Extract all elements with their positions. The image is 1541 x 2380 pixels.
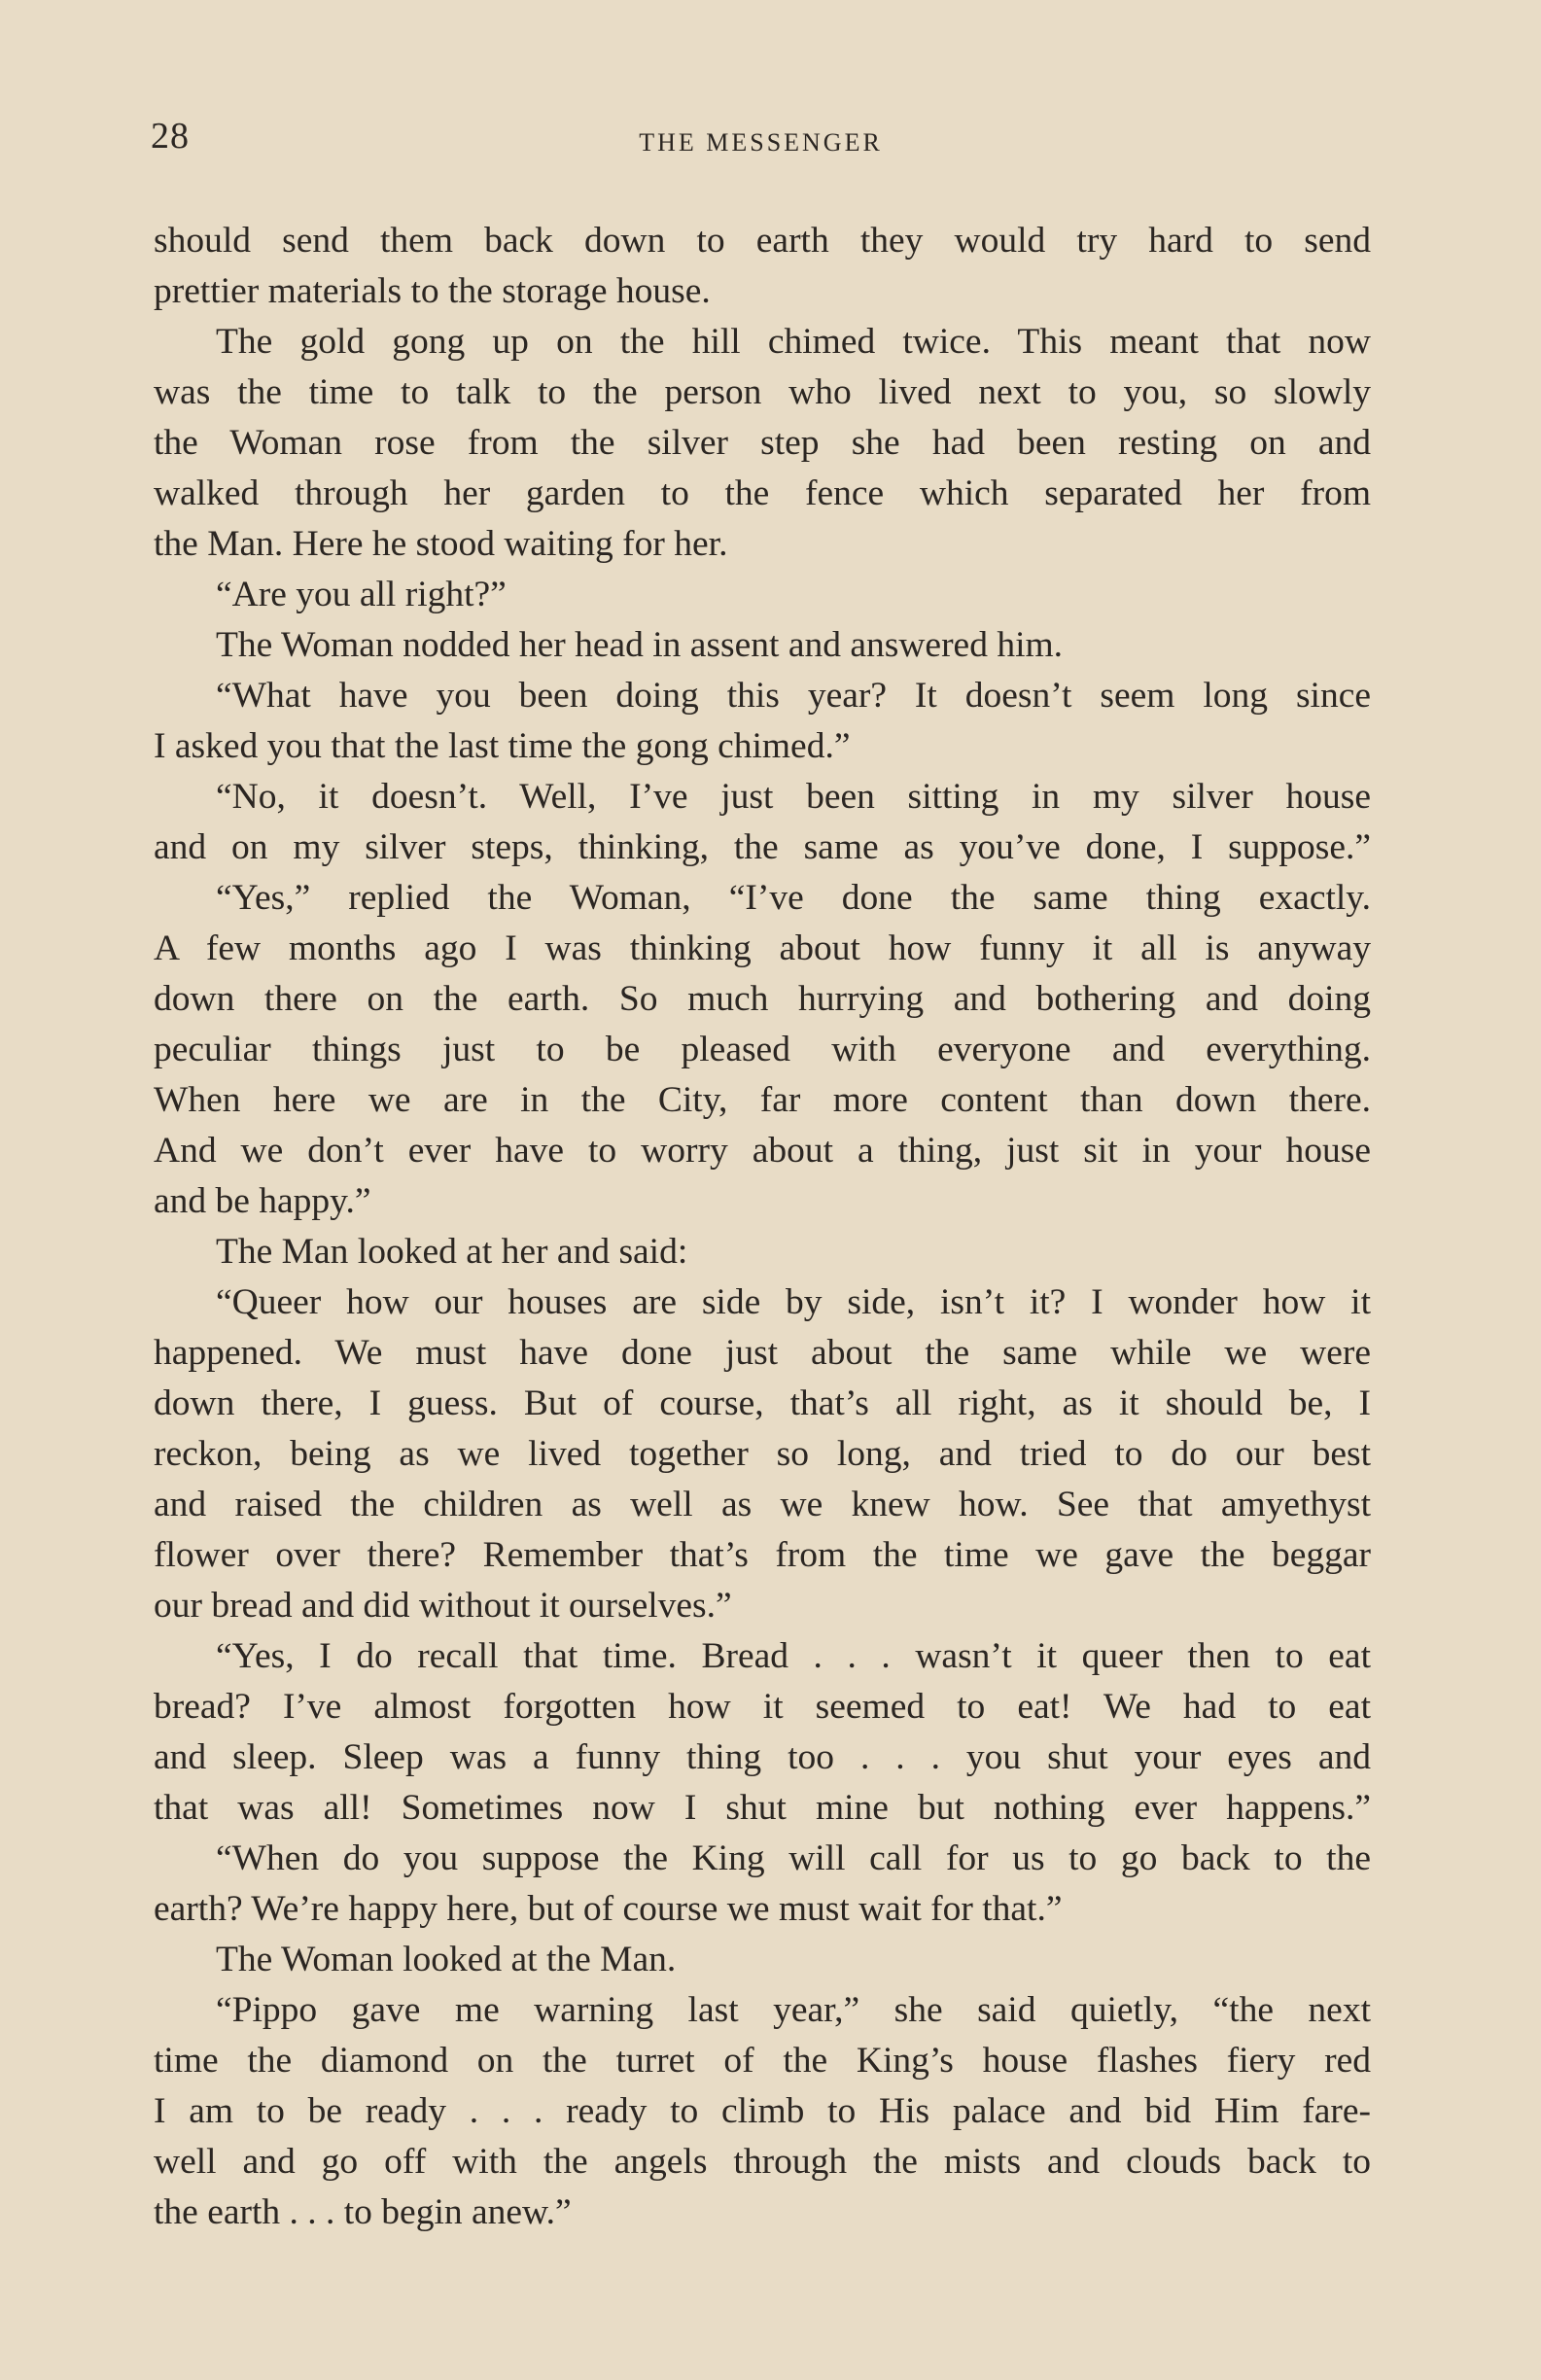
text-line: well and go off with the angels through the mists and clouds back to	[154, 2142, 1371, 2182]
text-line: and sleep. Sleep was a funny thing too . . . you shut your eyes and	[154, 1737, 1371, 1777]
text-line: reckon, being as we lived together so long, and tried to do our best	[154, 1434, 1371, 1474]
text-line: walked through her garden to the fence which separated her from	[154, 473, 1371, 513]
text-line: and raised the children as well as we knew how. See that amyethyst	[154, 1485, 1371, 1524]
text-line: the Man. Here he stood waiting for her.	[154, 524, 728, 564]
text-line: The Woman looked at the Man.	[216, 1940, 677, 1979]
text-line: that was all! Sometimes now I shut mine but nothing ever happens.”	[154, 1788, 1371, 1828]
text-line: our bread and did without it ourselves.”	[154, 1586, 732, 1626]
text-line: “Yes,” replied the Woman, “I’ve done the same thing exactly.	[216, 878, 1371, 918]
text-line: and on my silver steps, thinking, the same as you’ve done, I suppose.”	[154, 827, 1371, 867]
text-line: “When do you suppose the King will call for us to go back to the	[216, 1838, 1371, 1878]
page-header	[151, 115, 1371, 173]
text-line: A few months ago I was thinking about how funny it all is anyway	[154, 928, 1371, 968]
text-line: time the diamond on the turret of the King’s house flashes fiery red	[154, 2041, 1371, 2081]
text-line: “No, it doesn’t. Well, I’ve just been sitting in my silver house	[216, 777, 1371, 817]
text-line: I asked you that the last time the gong chimed.”	[154, 726, 851, 766]
page-number: 28	[151, 116, 190, 157]
text-line: earth? We’re happy here, but of course we must wait for that.”	[154, 1889, 1063, 1929]
text-line: When here we are in the City, far more content than down there.	[154, 1080, 1371, 1120]
text-line: peculiar things just to be pleased with everyone and everything.	[154, 1030, 1371, 1069]
text-line: “Pippo gave me warning last year,” she said quietly, “the next	[216, 1990, 1371, 2030]
text-line: the earth . . . to begin anew.”	[154, 2192, 572, 2232]
text-line: down there on the earth. So much hurrying and bothering and doing	[154, 979, 1371, 1019]
text-line: “Queer how our houses are side by side, isn’t it? I wonder how it	[216, 1282, 1371, 1322]
text-line: The Man looked at her and said:	[216, 1232, 688, 1272]
body-text	[154, 216, 1371, 2238]
text-line: “Yes, I do recall that time. Bread . . . wasn’t it queer then to eat	[216, 1636, 1371, 1676]
text-line: down there, I guess. But of course, that’s all right, as it should be, I	[154, 1383, 1371, 1423]
text-line: happened. We must have done just about the same while we were	[154, 1333, 1371, 1373]
text-line: prettier materials to the storage house.	[154, 271, 711, 311]
text-line: And we don’t ever have to worry about a thing, just sit in your house	[154, 1131, 1371, 1171]
text-line: “What have you been doing this year? It doesn’t seem long since	[216, 676, 1371, 716]
running-head: THE MESSENGER	[639, 128, 883, 157]
text-line: The Woman nodded her head in assent and answered him.	[216, 625, 1064, 665]
text-line: should send them back down to earth they would try hard to send	[154, 221, 1371, 261]
text-line: “Are you all right?”	[216, 575, 507, 614]
text-line: was the time to talk to the person who lived next to you, so slowly	[154, 372, 1371, 412]
text-line: and be happy.”	[154, 1181, 371, 1221]
text-line: the Woman rose from the silver step she had been resting on and	[154, 423, 1371, 463]
text-line: I am to be ready . . . ready to climb to His palace and bid Him fare-	[154, 2091, 1371, 2131]
text-line: The gold gong up on the hill chimed twice. This meant that now	[216, 322, 1371, 362]
text-line: bread? I’ve almost forgotten how it seemed to eat! We had to eat	[154, 1687, 1371, 1727]
text-line: flower over there? Remember that’s from the time we gave the beggar	[154, 1535, 1371, 1575]
